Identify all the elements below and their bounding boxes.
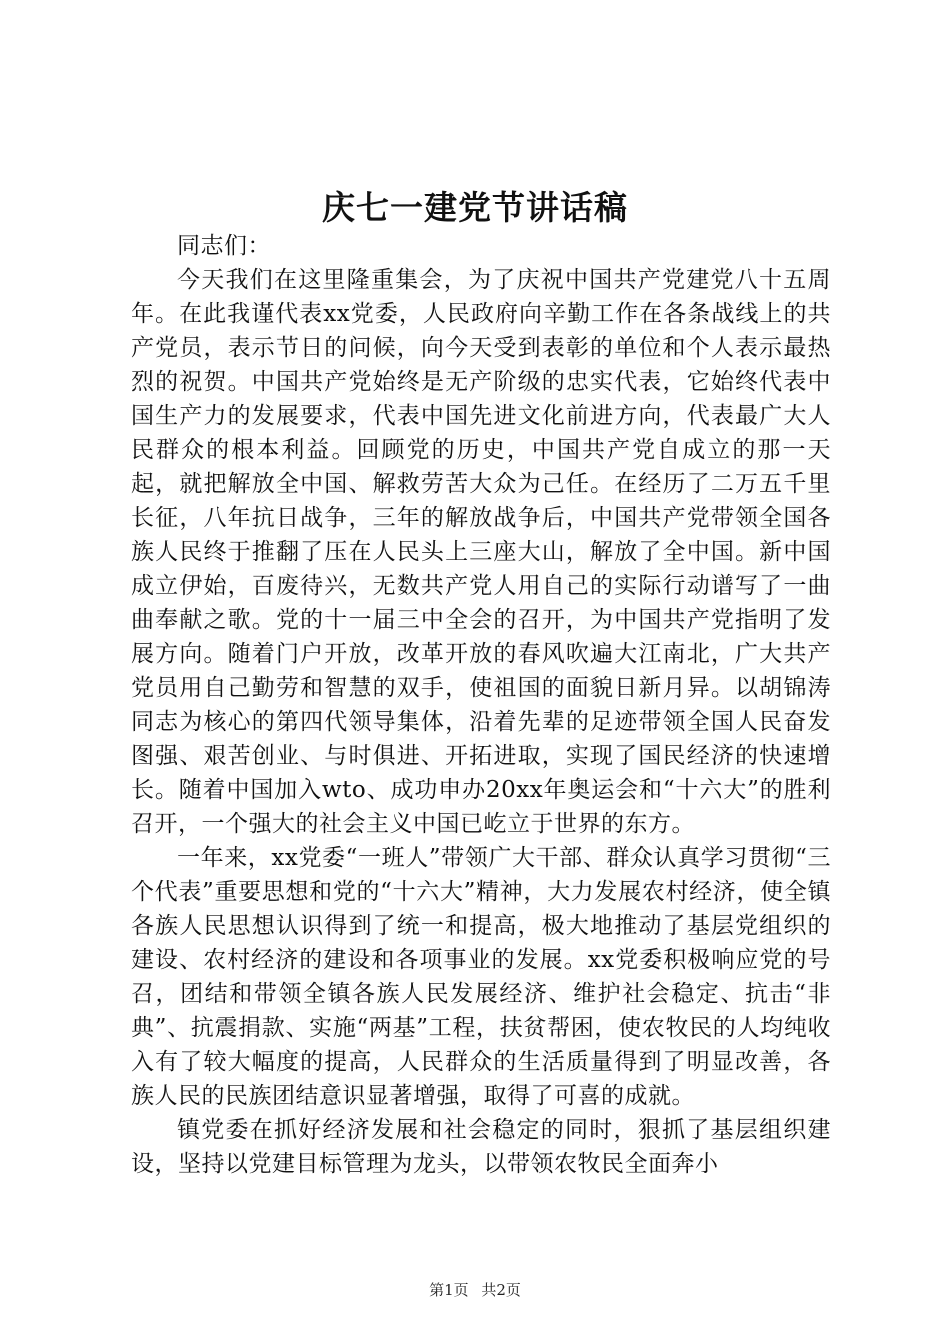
page-total: 共2页 [481,1281,521,1299]
paragraph-2: 一年来，xx党委“一班人”带领广大干部、群众认真学习贯彻“三个代表”重要思想和党的“十六大”精神，大力发展农村经济，使全镇各族人民思想认识得到了统一和提高，极大地推动了基层党组织的建设、农村经济的建设和各项事业的发展。xx党委积极响应党的号召，团结和带领全镇各族人民发展经济、维护社会稳定、抗击“非典”、抗震捐款、实施“两基”工程，扶贫帮困，使农牧民的人均纯收入有了较大幅度的提高，人民群众的生活质量得到了明显改善，各族人民的民族团结意识显著增强，取得了可喜的成就。 [131,845,831,1109]
greeting: 同志们： [177,233,271,259]
paragraph-3: 镇党委在抓好经济发展和社会稳定的同时，狠抓了基层组织建设，坚持以党建目标管理为龙头，以带领农牧民全面奔小 [131,1117,831,1177]
page-footer [0,1280,950,1300]
paragraph-1: 今天我们在这里隆重集会，为了庆祝中国共产党建党八十五周年。在此我谨代表xx党委，人民政府向辛勤工作在各条战线上的共产党员，表示节日的问候，向今天受到表彰的单位和个人表示最热烈的祝贺。中国共产党始终是无产阶级的忠实代表，它始终代表中国生产力的发展要求，代表中国先进文化前进方向，代表最广大人民群众的根本利益。回顾党的历史，中国共产党自成立的那一天起，就把解放全中国、解救劳苦大众为己任。在经历了二万五千里长征，八年抗日战争，三年的解放战争后，中国共产党带领全国各族人民终于推翻了压在人民头上三座大山，解放了全中国。新中国成立伊始，百废待兴，无数共产党人用自己的实际行动谱写了一曲曲奉献之歌。党的十一届三中全会的召开，为中国共产党指明了发展方向。随着门户开放，改革开放的春风吹遍大江南北，广大共产党员用自己勤劳和智慧的双手，使祖国的面貌日新月异。以胡锦涛同志为核心的第四代领导集体，沿着先辈的足迹带领全国人民奋发图强、艰苦创业、与时俱进、开拓进取，实现了国民经济的快速增长。随着中国加入wto、成功申办20xx年奥运会和“十六大”的胜利召开，一个强大的社会主义中国已屹立于世界的东方。 [131,267,831,837]
document-title: 庆七一建党节讲话稿 [322,188,628,227]
document-body [131,229,831,1181]
page-number: 第1页 [429,1281,469,1299]
